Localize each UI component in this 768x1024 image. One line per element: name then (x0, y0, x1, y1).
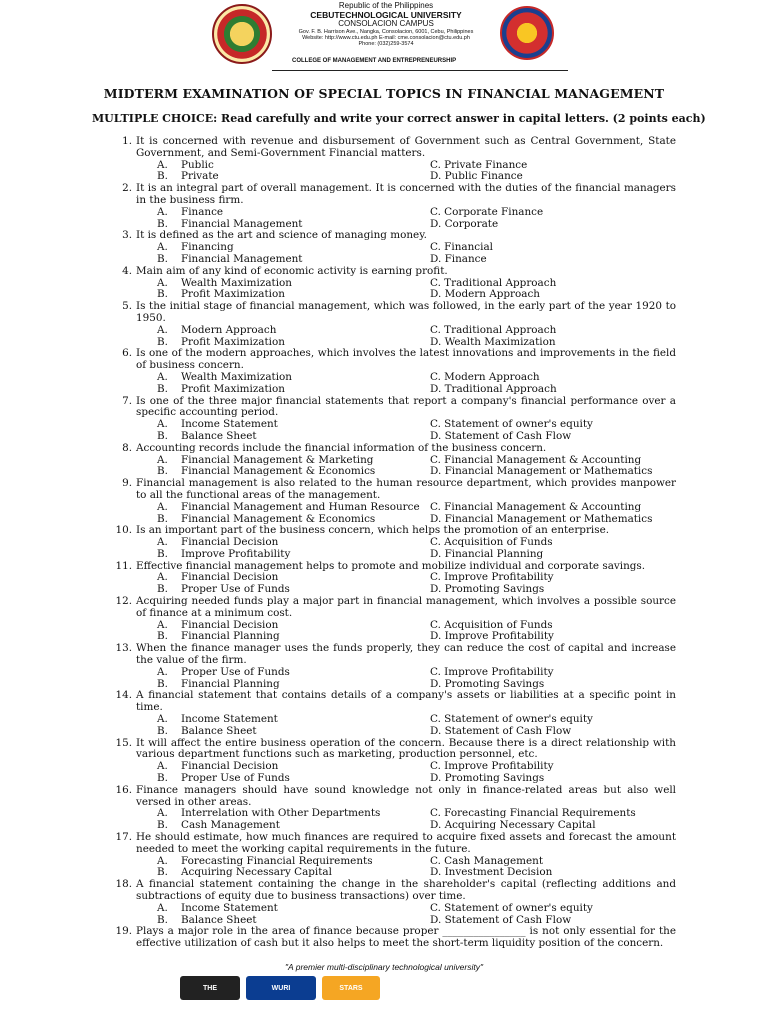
option-b-text: Financial Management & Economics (181, 512, 376, 525)
question-item (0, 443, 768, 478)
question-text: Is an important part of the business concern, which helps the promotion of an enterprise. (136, 524, 610, 537)
option-d: D. Investment Decision (430, 866, 553, 879)
option-c: C. Statement of owner's equity (430, 418, 593, 431)
option-b: B. Profit Maximization (157, 382, 285, 395)
option-d: D. Promoting Savings (430, 583, 545, 596)
question-item (0, 785, 768, 832)
option-a: A. Income Statement (157, 713, 278, 726)
option-d: D. Financial Management or Mathematics (430, 465, 653, 478)
option-c: C. Improve Profitability (430, 665, 554, 678)
option-d: D. Financial Planning (430, 547, 544, 560)
option-c: C. Statement of owner's equity (430, 713, 593, 726)
option-a: A. Income Statement (157, 418, 278, 431)
option-a-text: Financial Decision (181, 618, 279, 631)
option-b: B. Improve Profitability (157, 547, 291, 560)
option-c: C. Statement of owner's equity (430, 901, 593, 914)
option-a-text: Income Statement (181, 901, 278, 914)
option-a: A. Interrelation with Other Departments (157, 807, 381, 820)
option-row (136, 903, 676, 915)
option-b-text: Profit Maximization (181, 335, 285, 348)
option-a: A. Forecasting Financial Requirements (157, 854, 373, 867)
option-b-text: Acquiring Necessary Capital (181, 866, 332, 879)
option-a: A. Wealth Maximization (157, 276, 292, 289)
question-text: He should estimate, how much finances are required to acquire fixed assets and forecast the amount needed to meet the working capital requirements in the future. (136, 831, 676, 855)
option-d: D. Statement of Cash Flow (430, 429, 572, 442)
option-a-text: Income Statement (181, 418, 278, 431)
option-a: A. Wealth Maximization (157, 370, 292, 383)
option-a-text: Wealth Maximization (181, 276, 292, 289)
option-b: B. Financial Management & Economics (157, 465, 376, 478)
option-b-text: Financial Management & Economics (181, 465, 376, 478)
option-b-text: Balance Sheet (181, 724, 257, 737)
option-c: C. Traditional Approach (430, 276, 557, 289)
accreditation-logo: STARS (322, 976, 380, 1000)
university-seal-logo (212, 4, 272, 64)
option-row (136, 325, 676, 337)
university-name: CEBUTECHNOLOGICAL UNIVERSITY (310, 9, 462, 20)
option-b: B. Cash Management (157, 819, 280, 832)
option-b: B. Financial Management (157, 252, 303, 265)
question-item (0, 643, 768, 690)
option-a-text: Income Statement (181, 713, 278, 726)
option-b: B. Financial Planning (157, 677, 280, 690)
question-number: 16. (115, 783, 132, 796)
option-b-text: Private (181, 170, 219, 183)
option-a: A. Financial Management and Human Resource (157, 500, 420, 513)
option-row (136, 207, 676, 219)
option-row (136, 726, 676, 738)
question-item (0, 136, 768, 183)
option-a: A. Financial Decision (157, 760, 279, 773)
option-b-text: Profit Maximization (181, 288, 285, 301)
option-a-text: Public (181, 158, 214, 171)
option-b: B. Balance Sheet (157, 913, 257, 926)
question-item (0, 230, 768, 265)
address-line: Gov. F. B. Harrison Ave., Nangka, Consolacion, 6001, Cebu, Philippines (298, 28, 474, 35)
option-c: C. Traditional Approach (430, 323, 557, 336)
option-row (136, 384, 676, 396)
option-a: A. Financial Decision (157, 536, 279, 549)
option-b-text: Improve Profitability (181, 547, 291, 560)
option-d: D. Finance (430, 252, 487, 265)
option-a: A. Finance (157, 205, 224, 218)
question-number: 11. (115, 559, 132, 572)
question-item (0, 690, 768, 737)
question-number: 6. (122, 347, 132, 360)
question-number: 1. (122, 135, 132, 147)
question-text: A financial statement that contains details of a company's assets or liabilities at a specific point in time. (136, 689, 676, 714)
question-text: Plays a major role in the area of finance because proper ________________ is not only essential for the effective utilization of cash but it also helps to meet the short-term liquidity position of the concern. (136, 925, 676, 950)
option-b: B. Private (157, 170, 219, 183)
option-d: D. Corporate (430, 217, 499, 230)
question-number: 3. (122, 229, 132, 242)
option-c: C. Forecasting Financial Requirements (430, 807, 636, 820)
option-b: B. Financial Management & Economics (157, 512, 376, 525)
question-number: 4. (122, 264, 132, 277)
option-d: D. Wealth Maximization (430, 335, 556, 348)
accreditation-logo: WURI (246, 976, 316, 1000)
option-a: A. Public (157, 158, 214, 171)
option-d: D. Traditional Approach (430, 382, 557, 395)
option-d: D. Public Finance (430, 170, 523, 183)
option-c: C. Corporate Finance (430, 205, 544, 218)
option-c: C. Acquisition of Funds (430, 618, 553, 631)
option-b-text: Financial Management (181, 252, 303, 265)
option-c: C. Improve Profitability (430, 571, 554, 584)
option-d: D. Financial Management or Mathematics (430, 512, 653, 525)
question-item (0, 396, 768, 443)
option-d: D. Modern Approach (430, 288, 540, 301)
option-b-text: Financial Planning (181, 677, 280, 690)
option-b: B. Acquiring Necessary Capital (157, 866, 332, 879)
question-list (0, 136, 768, 950)
option-b-text: Profit Maximization (181, 382, 285, 395)
option-c: C. Modern Approach (430, 370, 540, 383)
option-b: B. Proper Use of Funds (157, 583, 290, 596)
question-text: Main aim of any kind of economic activity is earning profit. (136, 264, 448, 277)
option-a: A. Proper Use of Funds (157, 665, 290, 678)
header-divider (272, 70, 568, 71)
question-text: Is the initial stage of financial management, which was followed, in the early part of the year 1920 to 1950. (136, 300, 676, 324)
question-number: 17. (115, 831, 132, 844)
option-b-text: Proper Use of Funds (181, 772, 290, 785)
campus-name: CONSOLACION CAMPUS (338, 19, 434, 29)
republic-line: Republic of the Philippines (338, 1, 434, 10)
question-item (0, 348, 768, 395)
option-b: B. Balance Sheet (157, 724, 257, 737)
option-a-text: Finance (181, 205, 224, 218)
option-c: C. Improve Profitability (430, 760, 554, 773)
question-text: Accounting records include the financial information of the business concern. (136, 441, 547, 454)
option-a-text: Forecasting Financial Requirements (181, 854, 373, 867)
question-number: 10. (115, 524, 132, 537)
question-number: 9. (122, 477, 132, 490)
option-row (136, 254, 676, 266)
option-d: D. Acquiring Necessary Capital (430, 819, 596, 832)
option-row (136, 549, 676, 561)
question-item (0, 596, 768, 643)
question-number: 19. (115, 925, 132, 938)
accreditation-logos (180, 974, 590, 1002)
option-b: B. Financial Planning (157, 630, 280, 643)
option-a-text: Financial Decision (181, 536, 279, 549)
question-text: It will affect the entire business operation of the concern. Because there is a direct relationship with various department functions such as marketing, production personnel, etc. (136, 736, 676, 761)
question-text: It is concerned with revenue and disbursement of Government such as Central Government, State Government, and Semi-Government Financial matters. (136, 135, 676, 159)
question-number: 8. (122, 441, 132, 454)
option-row (136, 667, 676, 679)
question-number: 14. (115, 689, 132, 702)
option-b: B. Financial Management (157, 217, 303, 230)
contact-line: Website: http://www.ctu.edu.ph E-mail: cme.consolacion@ctu.edu.ph (302, 34, 470, 41)
question-text: It is defined as the art and science of managing money. (136, 229, 427, 242)
question-item (0, 266, 768, 301)
option-b-text: Financial Planning (181, 630, 280, 643)
accreditation-logo: THE (180, 976, 240, 1000)
question-item (0, 301, 768, 348)
option-d: D. Statement of Cash Flow (430, 913, 572, 926)
letterhead-text (286, 2, 486, 47)
option-b: B. Profit Maximization (157, 288, 285, 301)
option-b: B. Proper Use of Funds (157, 772, 290, 785)
asean-logo (500, 6, 554, 60)
option-b-text: Balance Sheet (181, 913, 257, 926)
instructions: MULTIPLE CHOICE: Read carefully and write your correct answer in capital letters. (2 points each) (92, 112, 706, 125)
question-number: 2. (122, 182, 132, 195)
option-c: C. Cash Management (430, 854, 544, 867)
option-a-text: Modern Approach (181, 323, 277, 336)
question-item (0, 926, 768, 950)
option-b: B. Balance Sheet (157, 429, 257, 442)
option-a: A. Financial Decision (157, 618, 279, 631)
option-d: D. Promoting Savings (430, 772, 545, 785)
question-text: Is one of the modern approaches, which involves the latest innovations and improvements in the field of business concern. (136, 347, 676, 372)
option-a-text: Interrelation with Other Departments (181, 807, 381, 820)
option-b-text: Balance Sheet (181, 429, 257, 442)
question-text: Effective financial management helps to promote and mobilize individual and corporate savings. (136, 559, 646, 572)
option-row (136, 372, 676, 384)
phone-line: Phone: (032)259-3574 (358, 41, 414, 48)
question-item (0, 738, 768, 785)
question-number: 13. (115, 642, 132, 655)
option-b-text: Proper Use of Funds (181, 583, 290, 596)
question-text: A financial statement containing the change in the shareholder's capital (reflecting additions and subtractions of equity due to business transactions) over time. (136, 878, 676, 902)
option-c: C. Acquisition of Funds (430, 536, 553, 549)
question-number: 12. (115, 595, 132, 608)
question-item (0, 183, 768, 230)
footer-motto: "A premier multi-disciplinary technological university" (285, 962, 483, 972)
question-item (0, 832, 768, 879)
option-a: A. Financial Management & Marketing (157, 453, 374, 466)
option-a-text: Financial Management and Human Resource (181, 500, 420, 513)
question-item (0, 561, 768, 596)
question-text: When the finance manager uses the funds properly, they can reduce the cost of capital and increase the value of the firm. (136, 642, 676, 667)
option-a-text: Financial Management & Marketing (181, 453, 374, 466)
option-row (136, 502, 676, 514)
question-number: 7. (122, 394, 132, 407)
question-number: 5. (122, 300, 132, 313)
option-a: A. Financial Decision (157, 571, 279, 584)
option-d: D. Promoting Savings (430, 677, 545, 690)
option-row (136, 431, 676, 443)
option-a-text: Financing (181, 241, 234, 254)
question-text: Financial management is also related to the human resource department, which provides manpower to all the functional areas of the management. (136, 477, 676, 501)
option-a: A. Financing (157, 241, 234, 254)
question-number: 18. (115, 878, 132, 891)
option-a: A. Income Statement (157, 901, 278, 914)
option-d: D. Statement of Cash Flow (430, 724, 572, 737)
option-c: C. Financial (430, 241, 493, 254)
option-d: D. Improve Profitability (430, 630, 554, 643)
option-a-text: Financial Decision (181, 571, 279, 584)
question-item (0, 525, 768, 560)
option-b-text: Financial Management (181, 217, 303, 230)
option-b-text: Cash Management (181, 819, 280, 832)
option-a-text: Wealth Maximization (181, 370, 292, 383)
option-c: C. Financial Management & Accounting (430, 500, 642, 513)
option-c: C. Private Finance (430, 158, 528, 171)
option-b: B. Profit Maximization (157, 335, 285, 348)
option-a: A. Modern Approach (157, 323, 277, 336)
letterhead (0, 0, 768, 72)
option-a-text: Financial Decision (181, 760, 279, 773)
question-item (0, 879, 768, 926)
question-text: Is one of the three major financial statements that report a company's financial performance over a specific accounting period. (136, 394, 676, 419)
exam-title: MIDTERM EXAMINATION OF SPECIAL TOPICS IN FINANCIAL MANAGEMENT (103, 86, 665, 101)
question-text: Finance managers should have sound knowledge not only in finance-related areas but also well versed in other areas. (136, 783, 676, 808)
question-text: Acquiring needed funds play a major part in financial management, which involves a possible source of finance at a minimum cost. (136, 595, 676, 619)
question-number: 15. (115, 736, 132, 749)
question-item (0, 478, 768, 525)
question-text: It is an integral part of overall management. It is concerned with the duties of the financial managers in the business firm. (136, 182, 676, 206)
option-c: C. Financial Management & Accounting (430, 453, 642, 466)
college-name: COLLEGE OF MANAGEMENT AND ENTREPRENEURSHIP (292, 58, 457, 64)
option-a-text: Proper Use of Funds (181, 665, 290, 678)
